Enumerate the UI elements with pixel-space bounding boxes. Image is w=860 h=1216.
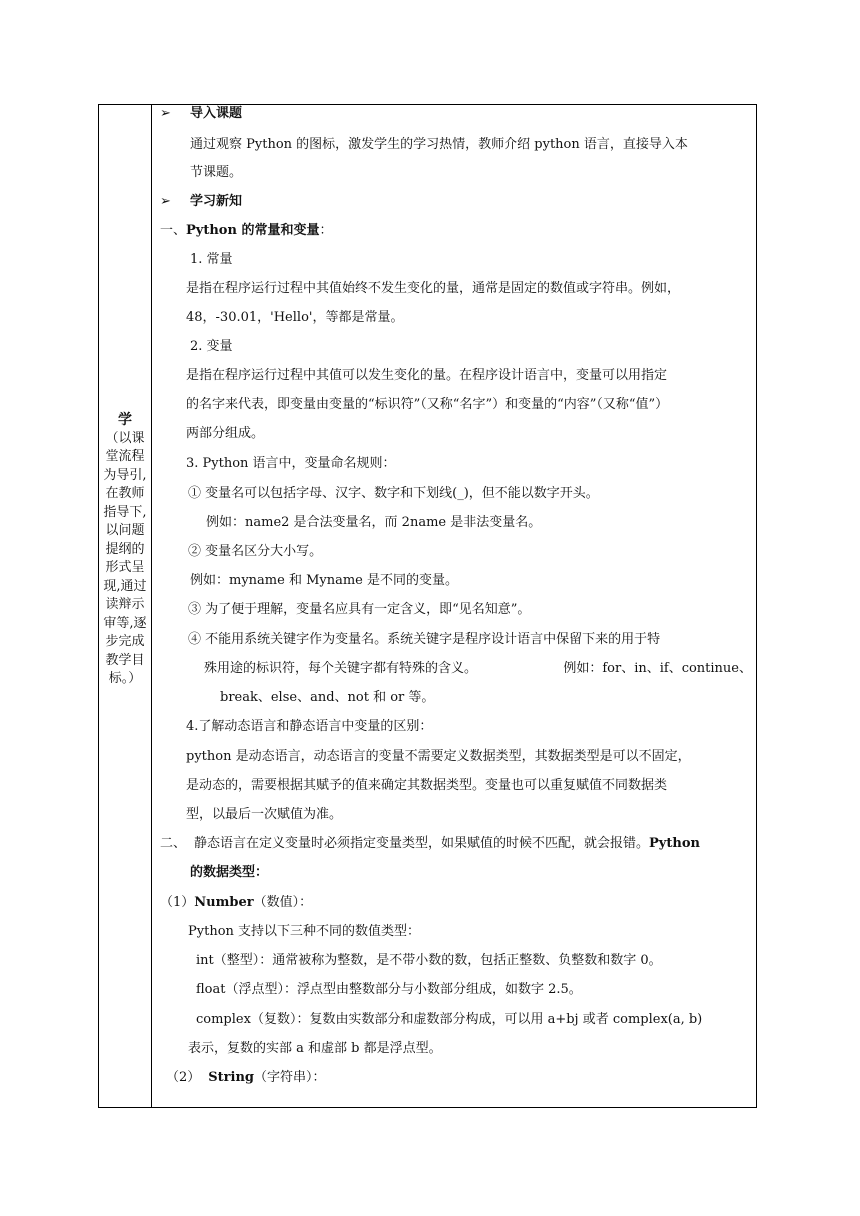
- content-column: [152, 105, 758, 1107]
- rule-item: ① 变量名可以包括字母、汉字、数字和下划线(_)，但不能以数字开头。: [188, 486, 599, 501]
- paragraph-line: 48，-30.01，'Hello'，等都是常量。: [186, 310, 404, 325]
- rule-item: ④ 不能用系统关键字作为变量名。系统关键字是程序设计语言中保留下来的用于特: [188, 632, 661, 647]
- rule-example: 例如：myname 和 Myname 是不同的变量。: [190, 573, 459, 588]
- subheading-variable: 2. 变量: [190, 339, 233, 354]
- stage-label: [101, 411, 149, 689]
- heading-intro: 导入课题: [190, 106, 243, 121]
- item-title-tail: （数值）：: [253, 895, 313, 910]
- section-two-heading: [160, 835, 700, 853]
- section-number: 二、: [160, 836, 187, 851]
- item-number: （1）: [160, 895, 195, 910]
- section-title-colon: ：: [319, 223, 333, 238]
- item-title: Number: [194, 895, 254, 910]
- item-number: （2）: [166, 1070, 201, 1085]
- section-one-heading: [160, 222, 332, 240]
- paragraph-line: 节课题。: [190, 165, 243, 180]
- rule-item: ② 变量名区分大小写。: [188, 544, 323, 559]
- paragraph-line: complex（复数）：复数由实数部分和虚数部分构成，可以用 a+bj 或者 complex(a, b): [196, 1012, 703, 1027]
- section-number: 一、: [160, 223, 187, 238]
- string-type-heading: [166, 1069, 326, 1087]
- paragraph-line: 是动态的，需要根据其赋予的值来确定其数据类型。变量也可以重复赋值不同数据类: [186, 778, 668, 793]
- subheading-dynamic-static: 4.了解动态语言和静态语言中变量的区别：: [186, 719, 433, 734]
- stage-label-lead: 学: [118, 412, 132, 428]
- rule-item: ③ 为了便于理解，变量名应具有一定含义，即“见名知意”。: [188, 602, 531, 617]
- item-title-tail: （字符串）：: [254, 1070, 326, 1085]
- paragraph-line: 通过观察 Python 的图标，激发学生的学习热情，教师介绍 python 语言，直接导入本: [190, 137, 688, 152]
- paragraph-line: 是指在程序运行过程中其值始终不发生变化的量，通常是固定的数值或字符串。例如，: [186, 281, 681, 296]
- bullet-icon: ➢: [160, 194, 171, 209]
- subheading-constant: 1. 常量: [190, 252, 233, 267]
- paragraph-line: 的名字来代表，即变量由变量的“标识符”（又称“名字”）和变量的“内容”（又称“值”）: [186, 397, 669, 412]
- paragraph-line: 表示，复数的实部 a 和虚部 b 都是浮点型。: [188, 1041, 442, 1056]
- section-title: Python 的常量和变量: [186, 223, 320, 238]
- lesson-table: [98, 104, 757, 1108]
- rule-example: 例如：name2 是合法变量名，而 2name 是非法变量名。: [206, 515, 542, 530]
- section-title-continued: 的数据类型：: [190, 865, 269, 880]
- paragraph-line: Python 支持以下三种不同的数值类型：: [188, 924, 421, 939]
- section-text: 静态语言在定义变量时必须指定变量类型，如果赋值的时候不匹配，就会报错。: [194, 836, 650, 851]
- paragraph-line: 型，以最后一次赋值为准。: [186, 807, 343, 822]
- stage-label-body: （以课堂流程为导引,在教师指导下,以问题提纲的形式呈现,通过读辩示审等,逐步完成教学目标。）: [103, 430, 147, 686]
- rule-item-continued: break、else、and、not 和 or 等。: [220, 690, 435, 705]
- rule-item-continued: [204, 660, 752, 678]
- item-title: String: [208, 1070, 255, 1085]
- bullet-icon: ➢: [160, 106, 171, 121]
- paragraph-line: 是指在程序运行过程中其值可以发生变化的量。在程序设计语言中，变量可以用指定: [186, 368, 668, 383]
- paragraph-line: int（整型）：通常被称为整数，是不带小数的数，包括正整数、负整数和数字 0。: [196, 953, 662, 968]
- number-type-heading: [160, 894, 312, 912]
- subheading-naming-rules: 3. Python 语言中，变量命名规则：: [186, 456, 396, 471]
- rule-text: 殊用途的标识符，每个关键字都有特殊的含义。: [204, 661, 478, 676]
- rule-example: 例如：for、in、if、continue、: [563, 661, 752, 676]
- paragraph-line: float（浮点型）：浮点型由整数部分与小数部分组成，如数字 2.5。: [196, 982, 582, 997]
- section-title: Python: [649, 836, 700, 851]
- paragraph-line: python 是动态语言，动态语言的变量不需要定义数据类型，其数据类型是可以不固定，: [186, 749, 691, 764]
- paragraph-line: 两部分组成。: [186, 426, 265, 441]
- stage-column: [99, 105, 151, 1107]
- heading-new-knowledge: 学习新知: [190, 194, 243, 209]
